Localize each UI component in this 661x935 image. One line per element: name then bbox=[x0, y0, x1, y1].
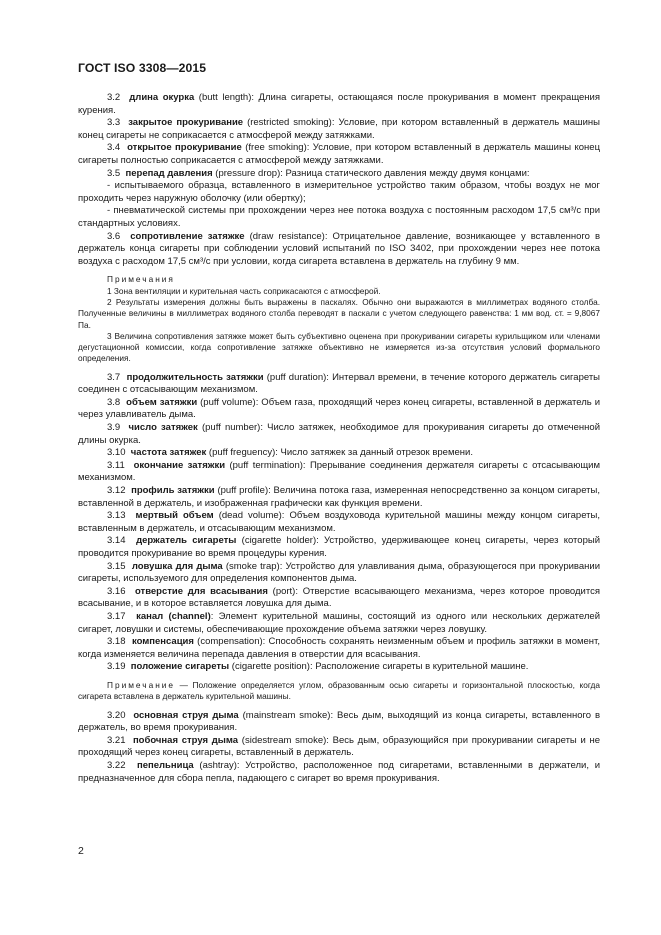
term: профиль затяжки bbox=[131, 485, 215, 497]
page-number: 2 bbox=[78, 845, 84, 857]
term: пепельница bbox=[136, 759, 194, 771]
definition-3-11: 3.11 окончание затяжки (puff termination): Прерывание соединения держателя сигареты с отсасывающим механизмом. bbox=[78, 459, 600, 484]
note-position: Примечание — Положение определяется углом, образованным осью сигареты и горизонтальной плоскостью, когда сигарета вставлена в держатель курительной машины. bbox=[78, 679, 600, 702]
definition-3-2: 3.2 длина окурка (butt length): Длина сигареты, остающаяся после прокуривания в момент прекращения курения. bbox=[78, 92, 601, 116]
term: основная струя дыма bbox=[133, 709, 239, 721]
note-1: 1 Зона вентиляции и курительная часть соприкасаются с атмосферой. bbox=[107, 285, 381, 296]
document-body bbox=[78, 92, 600, 785]
term: частота затяжек bbox=[130, 447, 207, 459]
term: компенсация bbox=[131, 636, 194, 648]
definition-3-8: 3.8 объем затяжки (puff volume): Объем газа, проходящий через конец сигареты, вставленной в держатель и через улавливатель дыма. bbox=[78, 396, 601, 421]
note-2: 2 Результаты измерения должны быть выражены в паскалях. Обычно они выражаются в миллиметрах водяного столба. Полученные величины в миллиметрах водяного столба переводят в паскали с учетом следующего равенства: 1 мм вод. ст. = 9,8067 Па. bbox=[78, 296, 600, 330]
definition-3-3: 3.3 закрытое прокуривание (restricted smoking): Условие, при котором вставленный в держатель машины конец сигареты не соприкасается с атмосферой между затяжками. bbox=[78, 117, 600, 141]
term: перепад давления bbox=[125, 167, 213, 179]
definition-3-21: 3.21 побочная струя дыма (sidestream smoke): Весь дым, образующийся при прокуривании сигареты и не проходящий через конец сигареты, вставленный в держатель. bbox=[78, 734, 601, 759]
definition-3-14: 3.14 держатель сигареты (cigarette holder): Устройство, удерживающее конец сигареты, через который проводится прокуривание во время процедуры курения. bbox=[78, 535, 600, 559]
definition-3-16: 3.16 отверстие для всасывания (port): Отверстие всасывающего механизма, через которое проводится всасывание, и в которое вставляется ловушка для дыма. bbox=[78, 585, 600, 610]
term: канал (channel) bbox=[136, 610, 211, 622]
definition-3-12: 3.12 профиль затяжки (puff profile): Величина потока газа, измеренная непосредственно за концом сигареты, вставленной в держатель, и изображенная графически как функция времени. bbox=[78, 485, 601, 509]
definition-3-13: 3.13 мертвый объем (dead volume): Объем воздуховода курительной машины между концом сигареты, вставленным в держатель, и отсасывающим механизмом. bbox=[78, 510, 600, 534]
term: положение сигареты bbox=[130, 661, 230, 673]
definition-3-5: 3.5 перепад давления (pressure drop): Разница статического давления между двумя концами: bbox=[107, 167, 530, 179]
definition-3-4: 3.4 открытое прокуривание (free smoking): Условие, при котором вставленный в держатель машины конец сигареты полностью соприкасается с атмосферой между затяжками. bbox=[78, 142, 601, 166]
term: объем затяжки bbox=[126, 396, 198, 408]
term: закрытое прокуривание bbox=[128, 117, 244, 129]
definition-3-7: 3.7 продолжительность затяжки (puff duration): Интервал времени, в течение которого держатель сигареты соединен с отсасывающим механизмом. bbox=[78, 371, 600, 396]
term: открытое прокуривание bbox=[127, 142, 242, 154]
term: число затяжек bbox=[128, 422, 198, 434]
term: мертвый объем bbox=[135, 510, 214, 522]
term: побочная струя дыма bbox=[132, 734, 239, 746]
term: сопротивление затяжке bbox=[130, 230, 245, 242]
definition-3-9: 3.9 число затяжек (puff number): Число затяжек, необходимое для прокуривания сигареты до отмеченной длины окурка. bbox=[78, 422, 600, 446]
notes-heading: Примечания bbox=[107, 274, 175, 285]
definition-3-20: 3.20 основная струя дыма (mainstream smoke): Весь дым, выходящий из конца сигареты, вставленного в держатель, во время прокуривания. bbox=[78, 709, 601, 734]
term: продолжительность затяжки bbox=[126, 371, 264, 383]
definition-3-22: 3.22 пепельница (ashtray): Устройство, расположенное под сигаретами, вставленными в держатели, и предназначенное для сбора пепла, падающего с сигарет во время прокуривания. bbox=[78, 759, 600, 784]
definition-3-10: 3.10 частота затяжек (puff freguency): Число затяжек за данный отрезок времени. bbox=[107, 447, 473, 459]
term: окончание затяжки bbox=[133, 459, 226, 471]
term: длина окурка bbox=[129, 92, 195, 103]
term: ловушка для дыма bbox=[131, 560, 223, 572]
definition-3-15: 3.15 ловушка для дыма (smoke trap): Устройство для улавливания дыма, образующегося при прокуривании сигареты, используемого для определения компонентов дыма. bbox=[78, 560, 601, 585]
term: держатель сигареты bbox=[136, 535, 237, 547]
list-item: - испытываемого образца, вставленного в измерительное устройство таким образом, чтобы воздух не мог проходить через наружную оболочку (или обертку); bbox=[78, 180, 600, 204]
document-header: ГОСТ ISO 3308—2015 bbox=[78, 61, 207, 75]
note-3: 3 Величина сопротивления затяжке может быть субъективно оценена при прокуривании сигареты курильщиком или членами дегустационной комиссии, когда сопротивление затяжке объективно не измеряется из-за отсутствия условий формального определения. bbox=[78, 330, 600, 364]
definition-3-17: 3.17 канал (channel): Элемент курительной машины, состоящий из одного или нескольких держателей сигарет, ловушки и системы, обеспечивающие прохождение объема затяжки через ловушку. bbox=[78, 610, 600, 635]
list-item: - пневматической системы при прохождении через нее потока воздуха с постоянным расходом 17,5 см³/с при стандартных условиях. bbox=[78, 205, 600, 229]
term: отверстие для всасывания bbox=[134, 585, 268, 597]
definition-3-18: 3.18 компенсация (compensation): Способность сохранять неизменным объем и профиль затяжки в момент, когда изменяется величина перепада давления в отверстии для всасывания. bbox=[78, 636, 600, 660]
definition-3-6: 3.6 сопротивление затяжке (draw resistance): Отрицательное давление, возникающее у вставленного в держатель конца сигареты при соблюдении условий испытаний по ISO 3402, при прохождении через нее потока воздуха с расходом 17,5 см³/с при условии, когда сигарета вставлена в держатель на глубину 9 мм. bbox=[78, 230, 600, 267]
definition-3-19: 3.19 положение сигареты (cigarette position): Расположение сигареты в курительной машине. bbox=[107, 661, 529, 673]
